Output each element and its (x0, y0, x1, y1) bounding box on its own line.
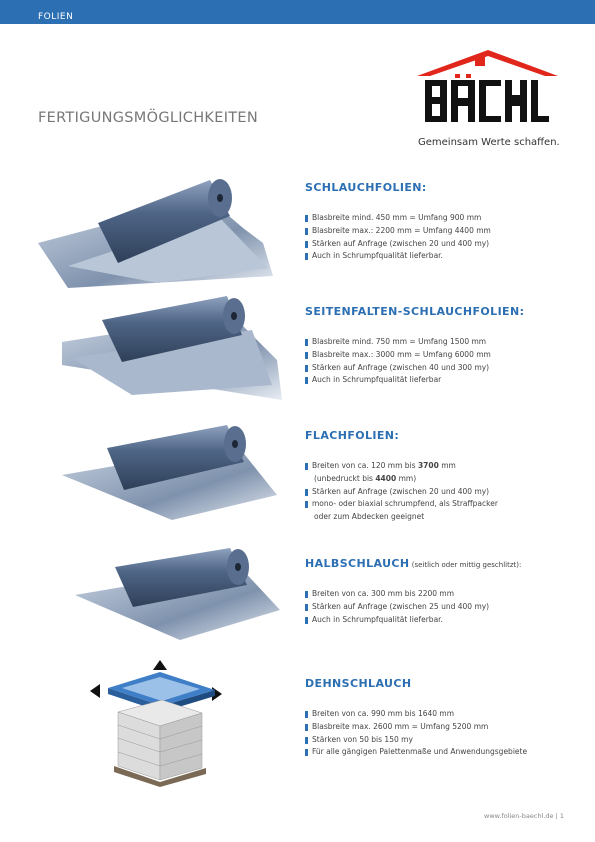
bullet-item: Stärken auf Anfrage (zwischen 40 und 300 my) (305, 362, 585, 375)
section-title: DEHNSCHLAUCH (305, 677, 412, 690)
section-seitenfalten (305, 305, 585, 387)
section-title: FLACHFOLIEN: (305, 429, 400, 442)
bullet-item: Auch in Schrumpfqualität lieferbar. (305, 250, 585, 263)
flat-film-roll-image (62, 420, 282, 525)
bullet-item: Blasbreite max.: 3000 mm = Umfang 6000 mm (305, 349, 585, 362)
section-flachfolien (305, 429, 585, 524)
bullet-item: Blasbreite mind. 750 mm = Umfang 1500 mm (305, 336, 585, 349)
bullet-item: Breiten von ca. 990 mm bis 1640 mm (305, 708, 585, 721)
bullet-item: Stärken auf Anfrage (zwischen 25 und 400 my) (305, 601, 585, 614)
section-title: HALBSCHLAUCH (seitlich oder mittig geschlitzt): (305, 557, 522, 570)
bullet-item: Blasbreite max.: 2200 mm = Umfang 4400 mm (305, 225, 585, 238)
header-bar (0, 0, 595, 24)
bullet-item: Auch in Schrumpfqualität lieferbar. (305, 614, 585, 627)
tube-film-roll-image (38, 168, 278, 293)
bullet-item: Breiten von ca. 300 mm bis 2200 mm (305, 588, 585, 601)
section-title: SCHLAUCHFOLIEN: (305, 181, 427, 194)
bullet-item: Breiten von ca. 120 mm bis 3700 mm (unbedruckt bis 4400 mm) (305, 460, 585, 486)
section-schlauchfolien (305, 181, 585, 263)
baechl-logo-icon (415, 48, 560, 128)
brand-logo (415, 48, 560, 128)
section-title: SEITENFALTEN-SCHLAUCHFOLIEN: (305, 305, 525, 318)
bullet-item: Stärken auf Anfrage (zwischen 20 und 400 my) (305, 486, 585, 499)
bullet-item: Auch in Schrumpfqualität lieferbar (305, 374, 585, 387)
slogan: Gemeinsam Werte schaffen. (418, 137, 560, 148)
bullet-item: Blasbreite max. 2600 mm = Umfang 5200 mm (305, 721, 585, 734)
stretch-hood-pallet-image (90, 658, 230, 788)
bullet-item: Für alle gängigen Palettenmaße und Anwendungsgebiete (305, 746, 585, 759)
section-dehnschlauch (305, 677, 585, 759)
bullet-item: Blasbreite mind. 450 mm = Umfang 900 mm (305, 212, 585, 225)
footer-url[interactable]: www.folien-baechl.de | 1 (484, 812, 565, 820)
section-label: FOLIEN (38, 12, 74, 22)
bullet-item: Stärken auf Anfrage (zwischen 20 und 400 my) (305, 238, 585, 251)
page-title: FERTIGUNGSMÖGLICHKEITEN (38, 110, 259, 126)
gusseted-tube-film-roll-image (62, 290, 282, 410)
section-halbschlauch (305, 557, 585, 626)
bullet-item: Stärken von 50 bis 150 my (305, 734, 585, 747)
half-tube-film-roll-image (75, 545, 285, 645)
bullet-item: mono- oder biaxial schrumpfend, als Straffpacker oder zum Abdecken geeignet (305, 498, 585, 524)
